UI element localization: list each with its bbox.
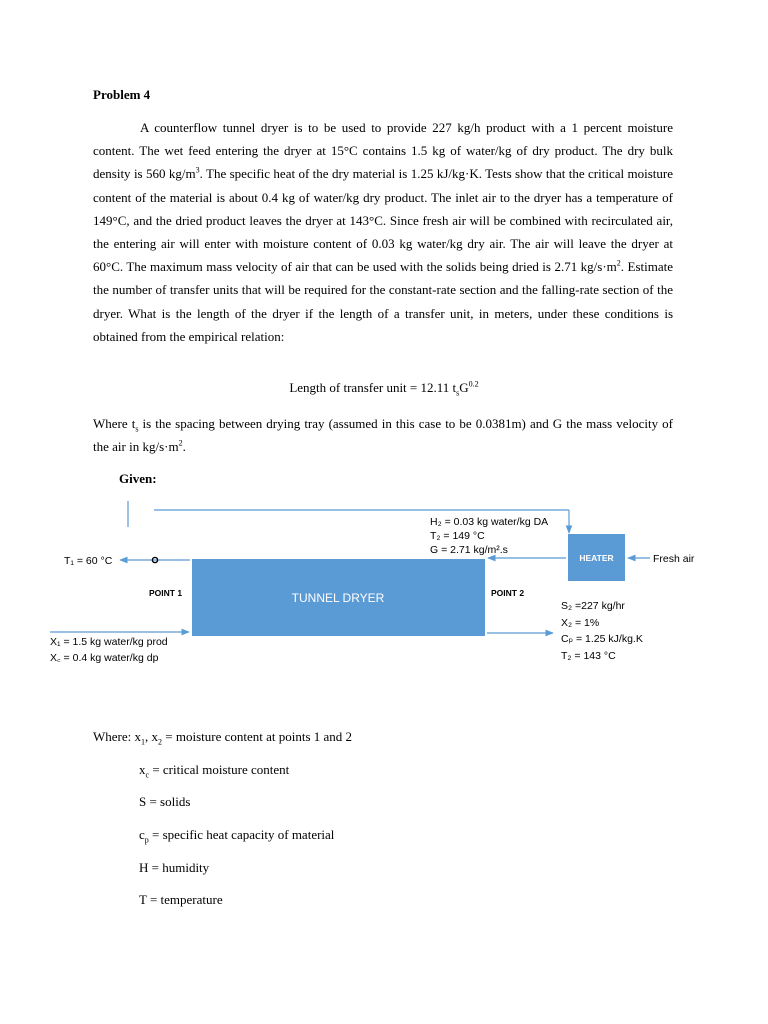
fresh-air-label: Fresh air bbox=[653, 553, 695, 565]
where-moisture: Where: $x_1$, $x_2$ = moisture content at points 1 and 2 bbox=[93, 729, 353, 747]
s2-value: S₂ =227 kg/hr bbox=[561, 600, 625, 612]
where-critical: $x_c$ = critical moisture content bbox=[139, 762, 290, 780]
where-humidity: H = humidity bbox=[139, 860, 210, 875]
dryer-diagram bbox=[0, 495, 768, 680]
problem-statement: A counterflow tunnel dryer is to be used to provide 227 kg/h product with a 1 percent moisture content. The wet feed entering the dryer at 15°C contains 1.5 kg of water/kg of dry product. The dry bulk density is 560 $kg/m^3$. The specific heat of the dry material is 1.25 kJ/kg·K. Tests show that the critical moisture content of the material is about 0.4 kg of water/kg dry product. The inlet air to the dryer has a temperature of 149°C, and the dried product leaves the dryer at 143°C. Since fresh air will be combined with recirculated air, the entering air will enter with moisture content of 0.03 kg water/kg dry air. The air will leave the dryer at 60°C. The maximum mass velocity of air that can be used with the solids being dried is 2.71 $kg/s\cdot m^2$. Estimate the number of transfer units that will be required for the constant-rate section and the falling-rate section of the dryer. What is the length of the dryer if the length of a transfer unit, in meters, under these conditions is obtained from the empirical relation: bbox=[93, 120, 673, 344]
t1-value: T₁ = 60 °C bbox=[64, 555, 113, 567]
t2-product-value: T₂ = 143 °C bbox=[561, 650, 616, 662]
h2-value: H₂ = 0.03 kg water/kg DA bbox=[430, 516, 549, 528]
tunnel-dryer-label: TUNNEL DRYER bbox=[291, 591, 385, 605]
formula-explanation: Where $t_s$ is the spacing between drying tray (assumed in this case to be 0.0381m) and G the mass velocity of the air in $kg/s\cdot m^2$. bbox=[93, 416, 673, 455]
cp-value: Cₚ = 1.25 kJ/kg.K bbox=[561, 633, 643, 645]
point2-label: POINT 2 bbox=[491, 588, 525, 598]
heater-label: HEATER bbox=[579, 553, 614, 563]
xc-value: X꜀ = 0.4 kg water/kg dp bbox=[50, 652, 159, 664]
point1-label: POINT 1 bbox=[149, 588, 183, 598]
g-value: G = 2.71 kg/m².s bbox=[430, 544, 508, 556]
x2-value: X₂ = 1% bbox=[561, 617, 600, 629]
where-temperature: T = temperature bbox=[139, 892, 223, 907]
x1-value: X₁ = 1.5 kg water/kg prod bbox=[50, 636, 168, 648]
where-specific-heat: $c_p$ = specific heat capacity of material bbox=[139, 827, 335, 845]
where-solids: S = solids bbox=[139, 794, 191, 809]
t2-air-value: T₂ = 149 °C bbox=[430, 530, 485, 542]
given-label: Given: bbox=[119, 471, 157, 486]
transfer-unit-formula: Length of transfer unit = 12.11 $t_sG^{0.2}$ bbox=[289, 379, 479, 398]
problem-title: Problem 4 bbox=[93, 87, 151, 102]
